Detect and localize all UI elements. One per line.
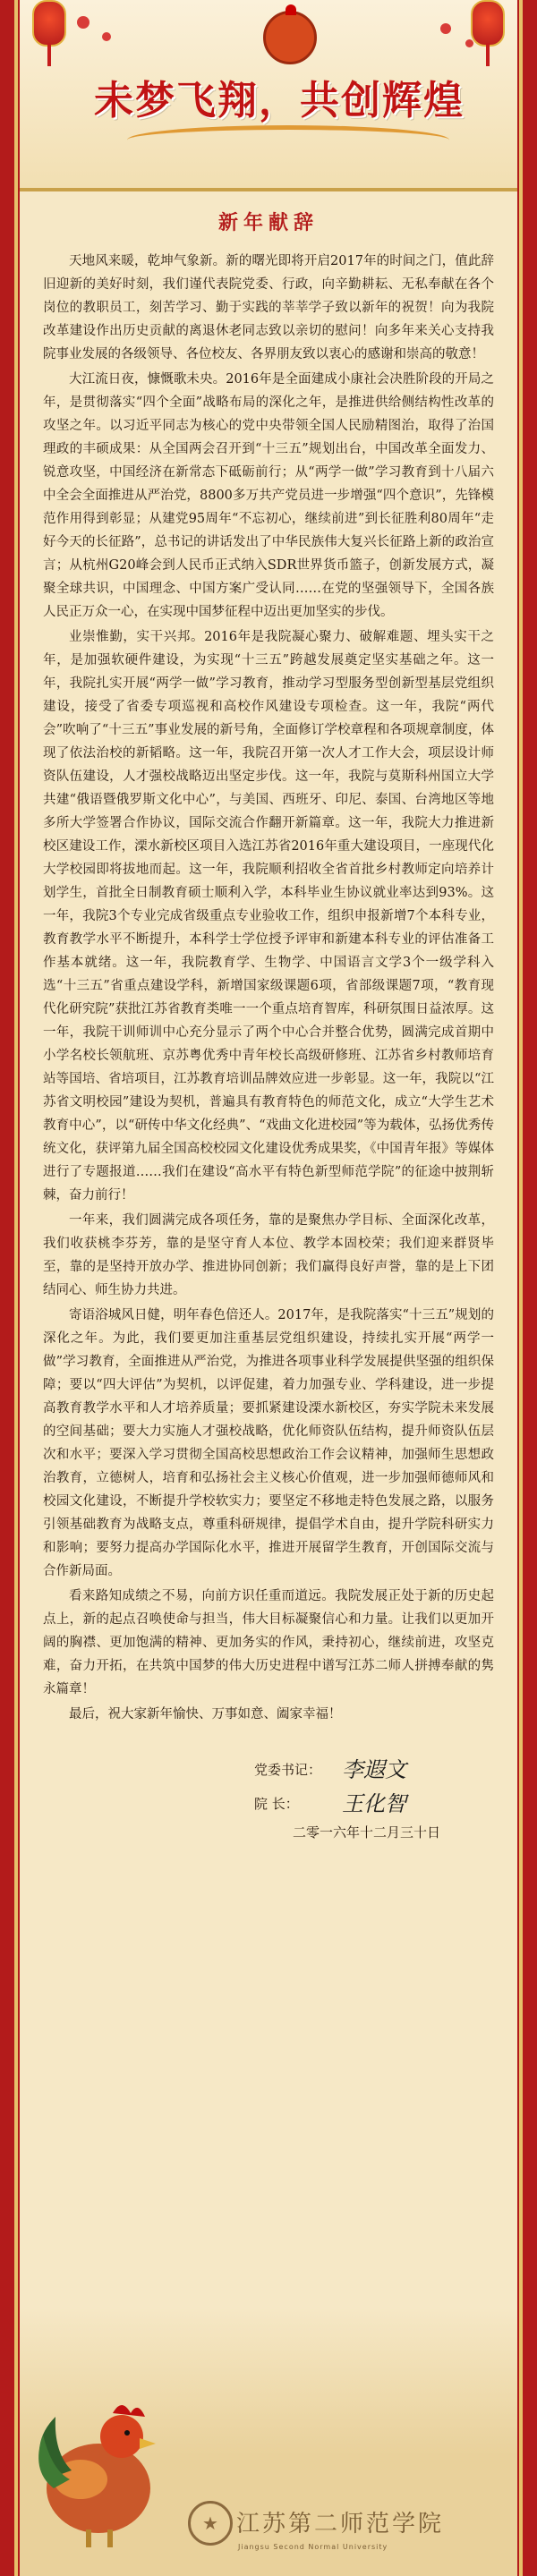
university-emblem-icon: ★: [188, 2501, 233, 2546]
signature-block: [43, 1753, 494, 1821]
paragraph: 看来路知成绩之不易，向前方识任重而道远。我院发展正处于新的历史起点上，新的起点召唤使命与担当，伟大目标凝聚信心和力量。让我们以更加开阔的胸襟、更加饱满的精神、更加务实的作风，秉持初心，继续前进，攻坚克难，奋力开拓，在共筑中国梦的伟大历史进程中谱写江苏二师人拼搏奉献的隽永篇章！: [43, 1589, 494, 1696]
lantern-icon: [32, 0, 66, 47]
signature-label: 院 长：: [254, 1796, 299, 1812]
banner-swoosh: [127, 125, 449, 155]
signature-label: 党委书记：: [254, 1762, 322, 1778]
plum-blossom-icon: [102, 32, 111, 41]
signature-row: [43, 1753, 440, 1787]
lantern-icon: [471, 0, 505, 47]
banner: [20, 0, 517, 191]
signature: 李遐文: [342, 1757, 406, 1782]
rooster-illustration-icon: [27, 2372, 161, 2551]
paragraph: 天地风来暖，乾坤气象新。新的曙光即将开启2017年的时间之门，值此辞旧迎新的美好时刻，我们谨代表院党委、行政，向辛勤耕耘、无私奉献在各个岗位的教职员工，刻苦学习、勤于实践的莘莘学子致以新年的祝贺！向为我院改革建设作出历史贡献的离退休老同志致以亲切的慰问！向多年来关心支持我院事业发展的各级领导、各位校友、各界朋友致以衷心的感谢和崇高的敬意！: [43, 254, 494, 361]
plum-blossom-icon: [440, 23, 451, 34]
paragraph: 寄语浴城风日健，明年春色倍还人。2017年，是我院落实“十三五”规划的深化之年。为此，我们要更加注重基层党组织建设，持续扎实开展“两学一做”学习教育，全面推进从严治党，为推进各项事业科学发展提供坚强的组织保障；要以“四大评估”为契机，以评促建，着力加强专业、学科建设，进一步提高教育教学水平和人才培养质量；要抓紧建设溧水新校区，夯实学院未来发展的空间基础；要大力实施人才强校战略，优化师资队伍结构，提升师资队伍层次和水平；要深入学习贯彻全国高校思想政治工作会议精神，加强师生思想政治教育，立德树人，培育和弘扬社会主义核心价值观，进一步加强师德师风和校园文化建设，不断提升学校软实力；要坚定不移地走特色发展之路，以服务引领基础教育为战略支点，尊重科研规律，提倡学术自由，提升学院科研实力和影响；要努力提高办学国际化水平，推进开展留学生教育，开创国际交流与合作新局面。: [43, 1308, 494, 1578]
university-name: 江苏第二师范学院: [236, 2511, 445, 2538]
rooster-icon: [263, 11, 317, 64]
signature: 王化智: [342, 1791, 406, 1816]
page-title: 新年献辞: [217, 211, 319, 234]
footer: [20, 2308, 517, 2576]
date: 二零一六年十二月三十日: [292, 1824, 440, 1841]
plum-blossom-icon: [77, 16, 90, 29]
paragraph: 业崇惟勤，实干兴邦。2016年是我院凝心聚力、破解难题、埋头实干之年，是加强软硬件建设，为实现“十三五”跨越发展奠定坚实基础之年。这一年，我院扎实开展“两学一做”学习教育，推动学习型服务型创新型基层党组织建设，接受了省委专项巡视和高校作风建设专项检查。这一年，我院“两代会”吹响了“十三五”事业发展的新号角，全面修订学校章程和各项规章制度，体现了依法治校的新韬略。这一年，我院召开第一次人才工作大会，项层设计师资队伍建设，人才强校战略迈出坚定步伐。这一年，我院与莫斯科州国立大学共建“俄语暨俄罗斯文化中心”，与美国、西班牙、印尼、泰国、台湾地区等地多所大学签署合作协议，国际交流合作翻开新篇章。这一年，我院大力推进新校区建设工作，溧水新校区项目入选江苏省2016年重大建设项目，一座现代化大学校园即将拔地而起。这一年，我院顺利招收全省首批乡村教师定向培养计划学生，首批全日制教育硕士顺利入学，本科毕业生协议就业率达到93%。这一年，我院3个专业完成省级重点专业验收工作，组织申报新增7个本科专业，教育教学水平不断提升，本科学士学位授予评审和新建本科专业的评估准备工作基本就绪。这一年，我院教育学、生物学、中国语言文学3个一级学科入选“十三五”省重点建设学科，新增国家级课题6项，省部级课题7项，“教育现代化研究院”获批江苏省教育类唯一一个重点培育智库，科研氛围日益浓厚。这一年，我院干训师训中心充分显示了两个中心合并整合优势，圆满完成首期中小学名校长领航班、京苏粤优秀中青年校长高级研修班、江苏省乡村教师培育站等国培、省培项目，江苏教育培训品牌效应进一步彰显。这一年，我院以“江苏省文明校园”建设为契机，普遍具有教育特色的师范文化，成立“大学生艺术教育中心”，以“研传中华文化经典”、“戏曲文化进校园”等为载体，弘扬优秀传统文化，获评第九届全国高校校园文化建设优秀成果奖，《中国青年报》等媒体进行了专题报道……我们在建设“高水平有特色新型师范学院”的征途中披荆斩棘，奋力前行！: [43, 630, 494, 1203]
university-name-en: Jiangsu Second Normal University: [238, 2543, 388, 2551]
signature-row: [43, 1787, 440, 1821]
paragraph: 大江流日夜，慷慨歌未央。2016年是全面建成小康社会决胜阶段的开局之年，是贯彻落实“四个全面”战略布局的深化之年，是推进供给侧结构性改革的攻坚之年。以习近平同志为核心的党中央带领全国人民励精图治，取得了治国理政的丰硕成果：从全国两会召开到“十三五”规划出台，中国改革全面发力、锐意攻坚，中国经济在新常态下砥砺前行；从“两学一做”学习教育到十八届六中全会全面推进从严治党，8800多万共产党员进一步增强“四个意识”，先锋模范作用得到彰显；从建党95周年“不忘初心，继续前进”到长征胜利80周年“走好今天的长征路”，总书记的讲话发出了中华民族伟大复兴长征路上新的政治宣言；从杭州G20峰会到人民币正式纳入SDR世界货币篮子，创新发展方式，凝聚全球共识，中国理念、中国方案广受认同……在党的坚强领导下，全国各族人民正万众一心，在实现中国梦征程中迈出更加坚实的步伐。: [43, 372, 494, 619]
letter-body: [20, 242, 517, 1841]
paragraph: 最后，祝大家新年愉快、万事如意、阖家幸福！: [69, 1707, 342, 1722]
banner-title: 未梦飞翔，共创辉煌: [94, 78, 465, 123]
plum-blossom-icon: [465, 39, 473, 47]
paragraph: 一年来，我们圆满完成各项任务，靠的是聚焦办学目标、全面深化改革，我们收获桃李芬芳，靠的是坚守育人本位、教学本固校荣；我们迎来群贤毕至，靠的是坚持开放办学、推进协同创新；我们赢得良好声誉，靠的是上下团结同心、师生协力共进。: [43, 1213, 494, 1297]
